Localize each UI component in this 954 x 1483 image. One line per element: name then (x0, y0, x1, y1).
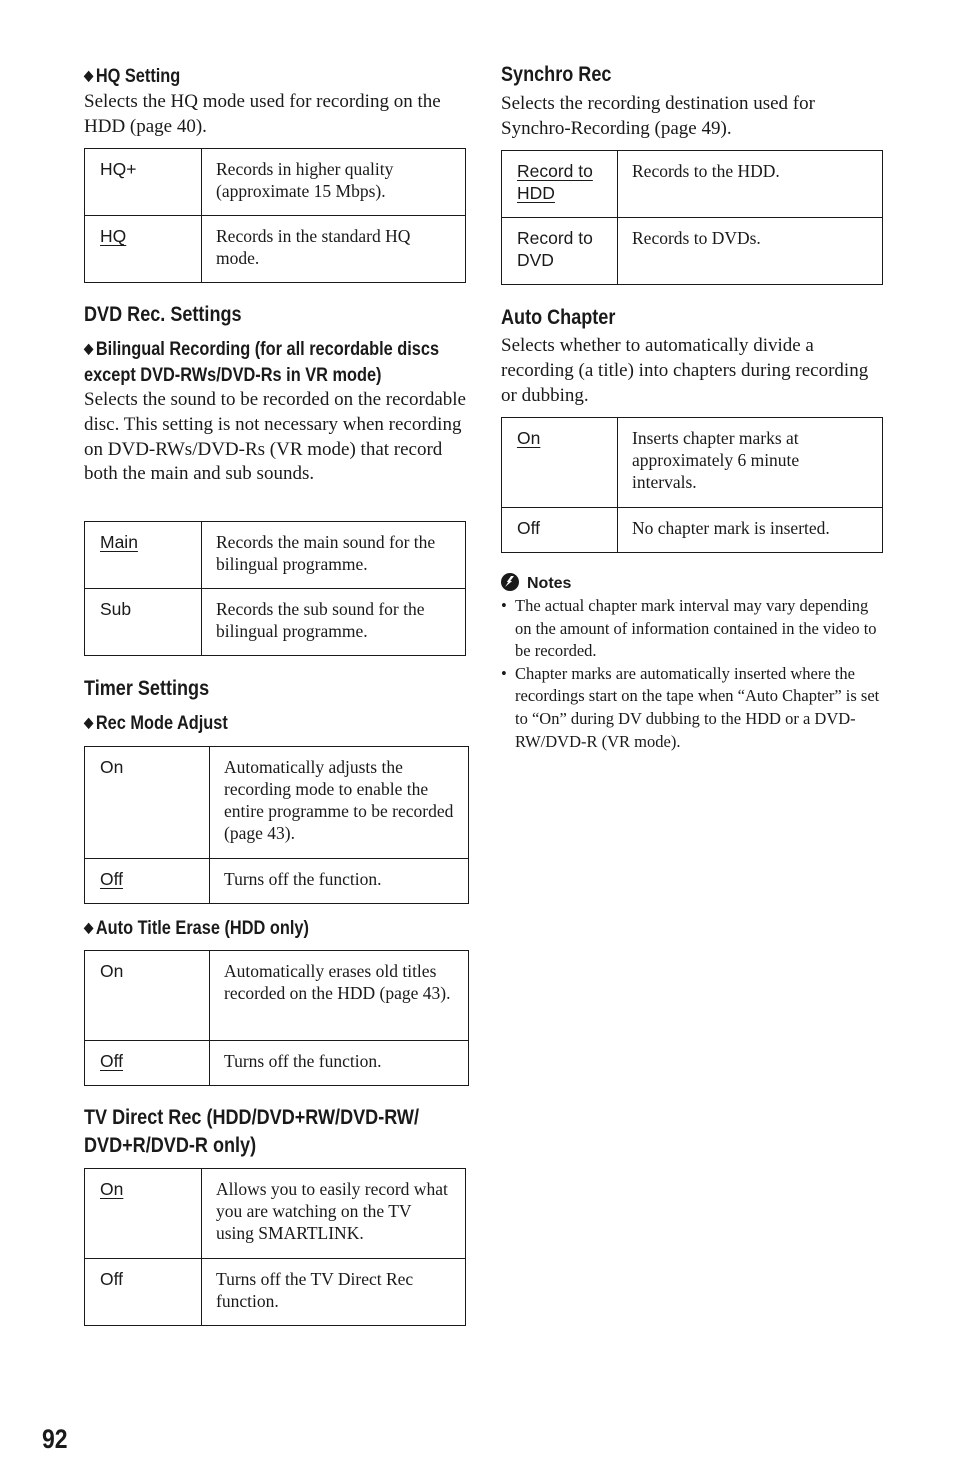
list-item: • Chapter marks are automatically inserted where the recordings start on the tape when “Auto Chapter” is set to “On” during DV dubbing to the HDD or a DVD-RW/DVD-R (VR mode). (501, 663, 886, 753)
auto-title-erase-table (84, 950, 469, 1086)
default-option-key: Record to HDD (517, 161, 593, 203)
option-key: HQ+ (85, 149, 202, 216)
option-description: Records to the HDD. (618, 151, 883, 218)
rec-mode-adjust-table (84, 746, 469, 904)
table-row (85, 216, 466, 283)
option-key (85, 522, 202, 589)
auto-chapter-table (501, 417, 883, 553)
option-key: Off (502, 508, 618, 553)
default-option-key: On (100, 1179, 124, 1199)
table-row (502, 218, 883, 285)
default-option-key: Off (100, 1051, 124, 1071)
option-description: Automatically erases old titles recorded on the HDD (page 43). (210, 951, 469, 1041)
timer-settings-heading: Timer Settings (84, 677, 210, 700)
tv-direct-rec-table (84, 1168, 466, 1326)
hq-setting-table (84, 148, 466, 283)
option-key: Record to DVD (502, 218, 618, 285)
page-number: 92 (42, 1424, 68, 1454)
option-description: Records in higher quality (approximate 15 Mbps). (202, 149, 466, 216)
notes-icon (501, 573, 519, 591)
option-key (85, 216, 202, 283)
option-key: On (85, 747, 210, 859)
default-option-key: Off (100, 869, 124, 889)
default-option-key: Main (100, 532, 138, 552)
bilingual-recording-description: Selects the sound to be recorded on the recordable disc. This setting is not necessary when recording on DVD-RWs/DVD-Rs (VR mode) that record both the main and sub sounds. (84, 389, 466, 485)
synchro-rec-table (501, 150, 883, 285)
option-description: Inserts chapter marks at approximately 6 minute intervals. (618, 418, 883, 508)
option-description: Turns off the TV Direct Rec function. (202, 1259, 466, 1326)
notes-heading: Notes (501, 573, 571, 594)
default-option-key: On (517, 428, 541, 448)
table-row (85, 747, 469, 859)
default-option-key: HQ (100, 226, 127, 246)
option-description: Allows you to easily record what you are watching on the TV using SMARTLINK. (202, 1169, 466, 1259)
list-item: • The actual chapter mark interval may vary depending on the amount of information contained in the video to be recorded. (501, 595, 886, 663)
option-description: Records in the standard HQ mode. (202, 216, 466, 283)
option-key: Sub (85, 589, 202, 656)
bilingual-recording-heading: ◆ Bilingual Recording (for all recordable discs except DVD-RWs/DVD-Rs in VR mode) (84, 339, 440, 386)
diamond-bullet-icon: ◆ (84, 67, 94, 83)
option-key (85, 1041, 210, 1086)
table-row (85, 522, 466, 589)
auto-chapter-description: Selects whether to automatically divide a recording (a title) into chapters during recording or dubbing. (501, 335, 869, 406)
option-description: Automatically adjusts the recording mode to enable the entire programme to be recorded (page 43). (210, 747, 469, 859)
diamond-bullet-icon: ◆ (84, 714, 94, 730)
table-row (502, 508, 883, 553)
option-description: Records the sub sound for the bilingual programme. (202, 589, 466, 656)
table-row (85, 149, 466, 216)
rec-mode-adjust-heading: ◆ Rec Mode Adjust (84, 713, 228, 734)
synchro-rec-description: Selects the recording destination used for Synchro-Recording (page 49). (501, 93, 815, 139)
table-row (85, 859, 469, 904)
hq-setting-description: Selects the HQ mode used for recording on the HDD (page 40). (84, 91, 441, 137)
option-key (85, 1169, 202, 1259)
auto-title-erase-heading: ◆ Auto Title Erase (HDD only) (84, 918, 309, 939)
option-description: Records the main sound for the bilingual programme. (202, 522, 466, 589)
table-row (85, 951, 469, 1041)
hq-setting-heading: ◆ HQ Setting (84, 66, 181, 87)
option-description: Records to DVDs. (618, 218, 883, 285)
table-row (502, 418, 883, 508)
diamond-bullet-icon: ◆ (84, 340, 94, 356)
synchro-rec-heading: Synchro Rec (501, 63, 612, 86)
option-description: Turns off the function. (210, 859, 469, 904)
table-row (85, 1259, 466, 1326)
table-row (502, 151, 883, 218)
diamond-bullet-icon: ◆ (84, 919, 94, 935)
option-key: On (85, 951, 210, 1041)
auto-chapter-heading: Auto Chapter (501, 306, 616, 329)
option-description: No chapter mark is inserted. (618, 508, 883, 553)
table-row (85, 1041, 469, 1086)
bilingual-recording-table (84, 521, 466, 656)
option-key (502, 151, 618, 218)
dvd-rec-settings-heading: DVD Rec. Settings (84, 303, 242, 326)
notes-list (501, 595, 886, 753)
option-key (85, 859, 210, 904)
option-description: Turns off the function. (210, 1041, 469, 1086)
table-row (85, 589, 466, 656)
option-key (502, 418, 618, 508)
option-key: Off (85, 1259, 202, 1326)
table-row (85, 1169, 466, 1259)
tv-direct-rec-heading: TV Direct Rec (HDD/DVD+RW/DVD-RW/ DVD+R/DVD-R only) (84, 1106, 419, 1157)
